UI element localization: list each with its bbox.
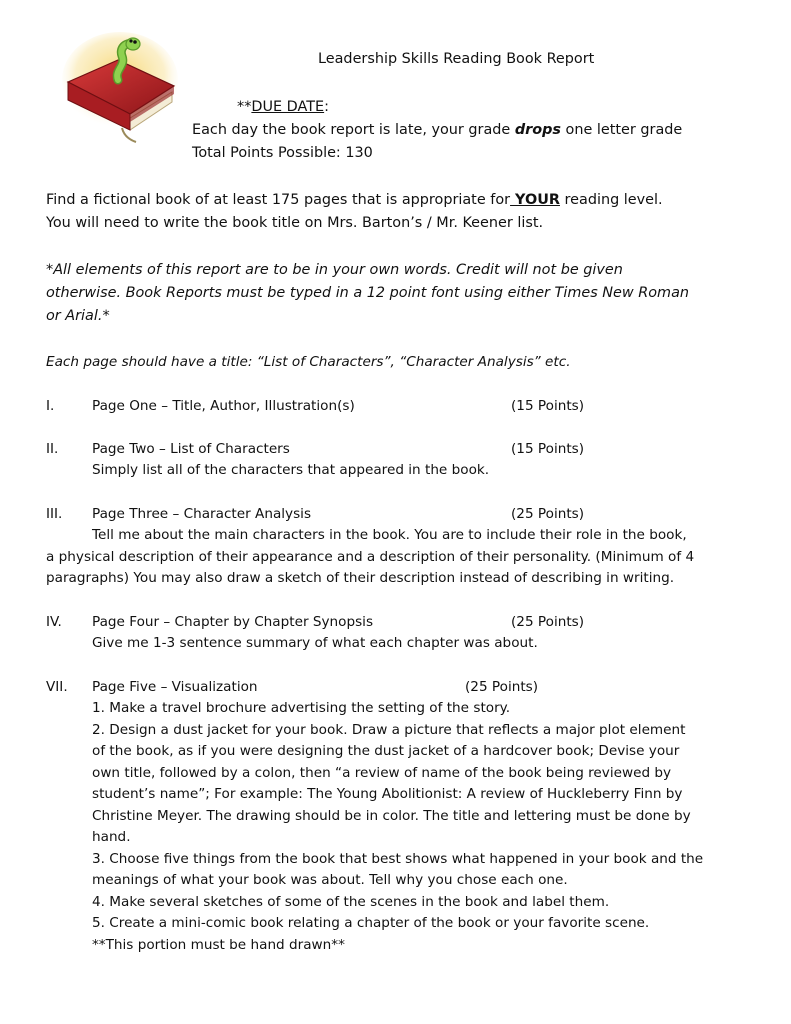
late-policy (192, 119, 682, 141)
section-numeral: VII. (46, 679, 68, 695)
list-item: meanings of what your book was about. Tell why you chose each one. (92, 872, 568, 888)
section-title: Page Five – Visualization (92, 679, 258, 695)
intro-emphasis: YOUR (510, 192, 560, 208)
section-points: (15 Points) (511, 441, 585, 457)
book-with-worm-icon (60, 30, 180, 145)
due-colon: : (324, 99, 329, 115)
list-item: student’s name”; For example: The Young Abolitionist: A review of Huckleberry Finn by (92, 786, 683, 802)
section-title: Page Four – Chapter by Chapter Synopsis (92, 614, 374, 630)
due-date-label: DUE DATE (251, 99, 325, 115)
list-item: of the book, as if you were designing the dust jacket of a hardcover book; Devise your (92, 743, 680, 759)
list-item: 5. Create a mini-comic book relating a chapter of the book or your favorite scene. (92, 915, 650, 931)
section-numeral: III. (46, 506, 63, 522)
total-points: Total Points Possible: 130 (192, 145, 373, 161)
section-points: (25 Points) (465, 679, 539, 695)
section-points: (25 Points) (511, 506, 585, 522)
report-title: Leadership Skills Reading Book Report (318, 51, 595, 67)
list-item: hand. (92, 829, 131, 845)
list-item: Christine Meyer. The drawing should be in color. The title and lettering must be done by (92, 808, 691, 824)
list-item: own title, followed by a colon, then “a review of name of the book being reviewed by (92, 765, 672, 781)
list-item: 3. Choose five things from the book that best shows what happened in your book and the (92, 851, 704, 867)
section-description: Give me 1-3 sentence summary of what each chapter was about. (92, 635, 538, 651)
section-title: Page One – Title, Author, Illustration(s) (92, 398, 355, 414)
late-policy-text-end: one letter grade (560, 122, 683, 138)
section-title: Page Three – Character Analysis (92, 506, 312, 522)
section-description: Simply list all of the characters that appeared in the book. (92, 462, 490, 478)
list-item: 2. Design a dust jacket for your book. Draw a picture that reflects a major plot element (92, 722, 686, 738)
section-description: Tell me about the main characters in the book. You are to include their role in the book, (92, 527, 687, 543)
intro-line-1 (46, 189, 663, 211)
section-description: paragraphs) You may also draw a sketch of their description instead of describing in writing. (46, 570, 675, 586)
section-points: (15 Points) (511, 398, 585, 414)
late-policy-text: Each day the book report is late, your grade (192, 122, 515, 138)
intro-line-2: You will need to write the book title on Mrs. Barton’s / Mr. Keener list. (46, 215, 544, 231)
list-item: 4. Make several sketches of some of the scenes in the book and label them. (92, 894, 610, 910)
list-item: 1. Make a travel brochure advertising the setting of the story. (92, 700, 511, 716)
section-points: (25 Points) (511, 614, 585, 630)
section-title: Page Two – List of Characters (92, 441, 290, 457)
intro-text-end: reading level. (559, 192, 663, 208)
due-prefix: ** (237, 99, 252, 115)
notice-line-1: *All elements of this report are to be in your own words. Credit will not be given (46, 262, 623, 278)
intro-text: Find a fictional book of at least 175 pages that is appropriate for (46, 192, 511, 208)
section-numeral: IV. (46, 614, 62, 630)
notice-line-3: or Arial.* (46, 308, 110, 324)
late-policy-emphasis: drops (514, 122, 561, 138)
section-numeral: I. (46, 398, 55, 414)
due-date-line (237, 96, 329, 118)
section-description: a physical description of their appearance and a description of their personality. (Minimum of 4 (46, 549, 695, 565)
page-title-note: Each page should have a title: “List of Characters”, “Character Analysis” etc. (46, 354, 571, 370)
section-numeral: II. (46, 441, 59, 457)
notice-line-2: otherwise. Book Reports must be typed in a 12 point font using either Times New Roman (46, 285, 690, 301)
list-item: **This portion must be hand drawn** (92, 937, 345, 953)
